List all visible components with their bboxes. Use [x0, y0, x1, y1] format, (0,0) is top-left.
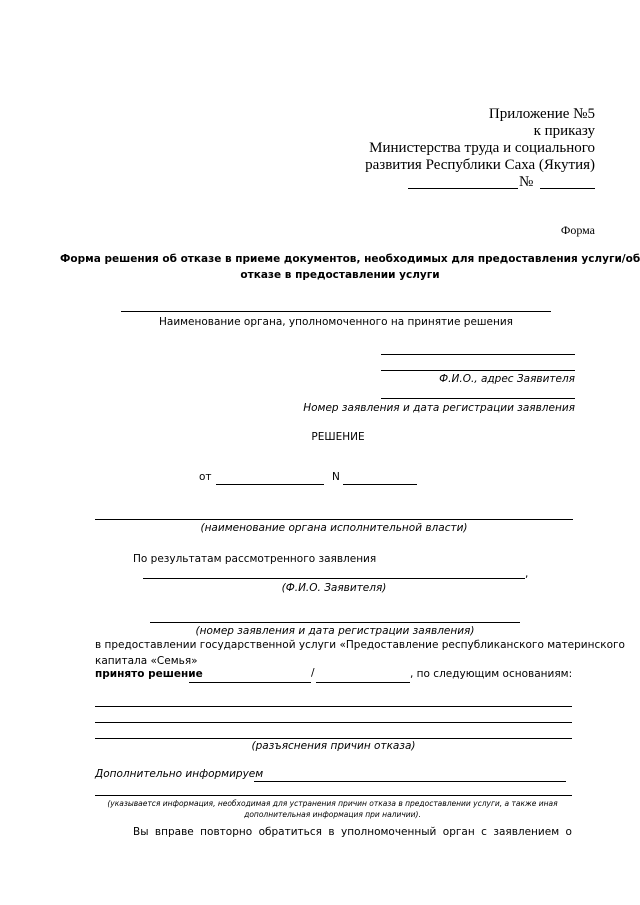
additional-info-blank-2 [95, 795, 572, 796]
decision-date-label: от [199, 471, 212, 483]
decision-date-blank [216, 484, 324, 485]
organ-caption: Наименование органа, уполномоченного на принятие решения [158, 316, 513, 328]
footnote-line-2: дополнительная информация при наличии). [244, 810, 421, 819]
document-title [60, 251, 640, 283]
additional-info-label: Дополнительно информируем [95, 768, 264, 780]
appendix-number: Приложение №5 [488, 106, 595, 122]
decision-number-label: N [332, 471, 340, 483]
decision-number-blank [343, 484, 417, 485]
decision-slash: / [311, 667, 315, 679]
reasons-blank-3 [95, 738, 572, 739]
decision-label: принято решение [95, 668, 203, 680]
applicant-blank-2 [381, 370, 575, 371]
order-number-blank [540, 177, 595, 189]
footnote [80, 798, 585, 820]
ministry-name: Министерства труда и социального [369, 140, 595, 156]
decision-suffix: , по следующим основаниям: [410, 668, 573, 680]
decision-heading: РЕШЕНИЕ [311, 431, 365, 443]
order-date-number-line [408, 174, 595, 191]
app-number-blank [150, 622, 520, 623]
reasons-blank-2 [95, 722, 572, 723]
additional-info-blank [254, 781, 566, 782]
order-reference: к приказу [533, 123, 595, 139]
fio-comma: , [525, 568, 529, 580]
organ-name-blank [121, 311, 551, 312]
app-number-caption: (номер заявления и дата регистрации заявления) [195, 625, 475, 637]
application-blank [381, 398, 575, 399]
footnote-line-1: (указывается информация, необходимая для устранения причин отказа в предоставлении услуги, а также иная [107, 799, 558, 808]
title-line-2: отказе в предоставлении услуги [240, 269, 440, 281]
fio-caption: (Ф.И.О. Заявителя) [281, 582, 387, 594]
final-text: Вы вправе повторно обратиться в уполномоченный орган с заявлением о [133, 826, 572, 838]
exec-body-blank [95, 519, 573, 520]
application-caption: Номер заявления и дата регистрации заявления [303, 402, 575, 414]
title-line-1: Форма решения об отказе в приеме документов, необходимых для предоставления услуги/об [60, 253, 640, 265]
service-line-1: в предоставлении государственной услуги «Предоставление республиканского материнского [95, 639, 625, 651]
reasons-caption: (разъяснения причин отказа) [251, 740, 416, 752]
appendix-header [365, 106, 595, 174]
form-label: Форма [560, 223, 595, 237]
service-line-2: капитала «Семья» [95, 655, 198, 667]
applicant-blank-1 [381, 354, 575, 355]
exec-body-caption: (наименование органа исполнительной власти) [200, 522, 468, 534]
review-text: По результатам рассмотренного заявления [133, 553, 377, 565]
decision-blank-1 [189, 682, 311, 683]
order-date-blank [408, 177, 518, 189]
order-number-sign: № [519, 174, 534, 190]
decision-blank-2 [316, 682, 410, 683]
republic-name: развития Республики Саха (Якутия) [365, 157, 595, 173]
applicant-caption: Ф.И.О., адрес Заявителя [439, 373, 575, 385]
reasons-blank-1 [95, 706, 572, 707]
applicant-fio-blank [143, 578, 525, 579]
